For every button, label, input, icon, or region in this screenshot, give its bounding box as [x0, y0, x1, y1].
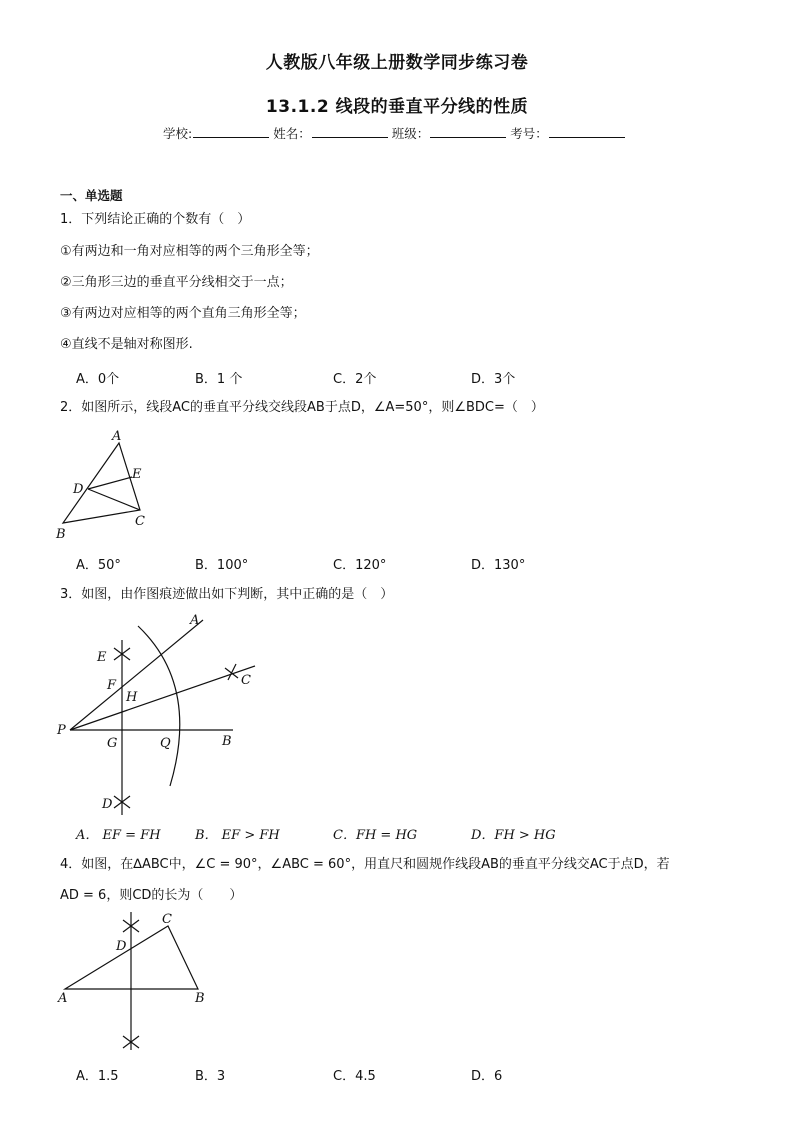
label-e: E — [132, 467, 142, 482]
question-1-item-2: ②三角形三边的垂直平分线相交于一点； — [60, 275, 293, 290]
question-1-item-1: ①有两边和一角对应相等的两个三角形全等； — [60, 244, 319, 259]
label-g: G — [107, 736, 118, 751]
name-field[interactable] — [312, 125, 388, 138]
question-4-stem-line-2: AD = 6，则CD的长为（ ） — [60, 888, 243, 903]
question-1-option-a[interactable]: A．0个 — [76, 372, 120, 387]
question-4-option-d[interactable]: D．6 — [471, 1069, 503, 1084]
class-label: 班级： — [391, 126, 430, 141]
exam-number-label: 考号： — [510, 126, 548, 141]
question-4-figure — [50, 910, 220, 1060]
question-1-option-c[interactable]: C．2个 — [333, 372, 377, 387]
question-4-option-b[interactable]: B．3 — [195, 1069, 226, 1084]
question-2-option-d[interactable]: D．130° — [471, 558, 526, 573]
label-f: F — [107, 678, 117, 693]
label-c: C — [135, 514, 145, 529]
question-3-option-a[interactable] — [76, 824, 161, 843]
class-field[interactable] — [430, 125, 506, 138]
segment-dc — [88, 489, 140, 510]
label-d: D — [116, 939, 127, 954]
label-a: A — [112, 429, 122, 444]
page-subtitle: 13.1.2 线段的垂直平分线的性质 — [265, 97, 529, 117]
label-h: H — [126, 690, 138, 705]
label-d: D — [102, 797, 113, 812]
school-label: 学校: — [163, 126, 193, 141]
question-2-option-b[interactable]: B．100° — [195, 558, 249, 573]
page-title: 人教版八年级上册数学同步练习卷 — [265, 53, 529, 73]
option-d-text: D．FH > HG — [471, 828, 556, 843]
cross-c-2 — [228, 664, 236, 680]
label-e: E — [97, 650, 107, 665]
question-3-option-c[interactable] — [333, 824, 417, 843]
label-b: B — [222, 734, 232, 749]
question-3-stem: 3．如图，由作图痕迹做出如下判断，其中正确的是（ ） — [60, 587, 394, 602]
label-a: A — [58, 991, 68, 1006]
question-1-item-4: ④直线不是轴对称图形. — [60, 337, 193, 352]
label-a: A — [190, 613, 200, 628]
question-2-figure — [50, 425, 170, 545]
question-4-option-c[interactable]: C．4.5 — [333, 1069, 376, 1084]
section-heading: 一、单选题 — [60, 188, 123, 203]
question-1-option-d[interactable]: D．3个 — [471, 372, 516, 387]
school-field[interactable] — [193, 125, 269, 138]
label-c: C — [162, 912, 172, 927]
question-1-stem: 1．下列结论正确的个数有（ ） — [60, 212, 251, 227]
option-a-text: A． EF = FH — [76, 828, 161, 843]
question-3-figure — [50, 610, 270, 820]
student-info-row — [163, 124, 625, 142]
question-3-option-b[interactable] — [195, 824, 280, 843]
question-2-option-c[interactable]: C．120° — [333, 558, 387, 573]
label-c: C — [241, 673, 251, 688]
question-4-stem-line-1: 4．如图，在∆ABC中，∠C = 90°，∠ABC = 60°，用直尺和圆规作线段AB的垂直平分线交AC于点D，若 — [60, 857, 670, 872]
label-b: B — [56, 527, 66, 542]
label-q: Q — [160, 736, 171, 751]
option-b-text: B． EF > FH — [195, 828, 280, 843]
question-4-option-a[interactable]: A．1.5 — [76, 1069, 119, 1084]
question-3-option-d[interactable] — [471, 824, 556, 843]
arc-trace — [138, 626, 180, 786]
label-d: D — [73, 482, 84, 497]
question-2-option-a[interactable]: A．50° — [76, 558, 121, 573]
option-c-text: C．FH = HG — [333, 828, 418, 843]
label-b: B — [195, 991, 205, 1006]
exam-number-field[interactable] — [549, 125, 625, 138]
question-1-option-b[interactable]: B．1 个 — [195, 372, 243, 387]
question-1-item-3: ③有两边对应相等的两个直角三角形全等； — [60, 306, 306, 321]
ray-pc — [70, 666, 255, 730]
name-label: 姓名： — [273, 126, 311, 141]
question-2-stem: 2．如图所示，线段AC的垂直平分线交线段AB于点D，∠A=50°，则∠BDC=（ ） — [60, 400, 544, 415]
ray-pa — [70, 620, 203, 730]
label-p: P — [57, 723, 66, 738]
